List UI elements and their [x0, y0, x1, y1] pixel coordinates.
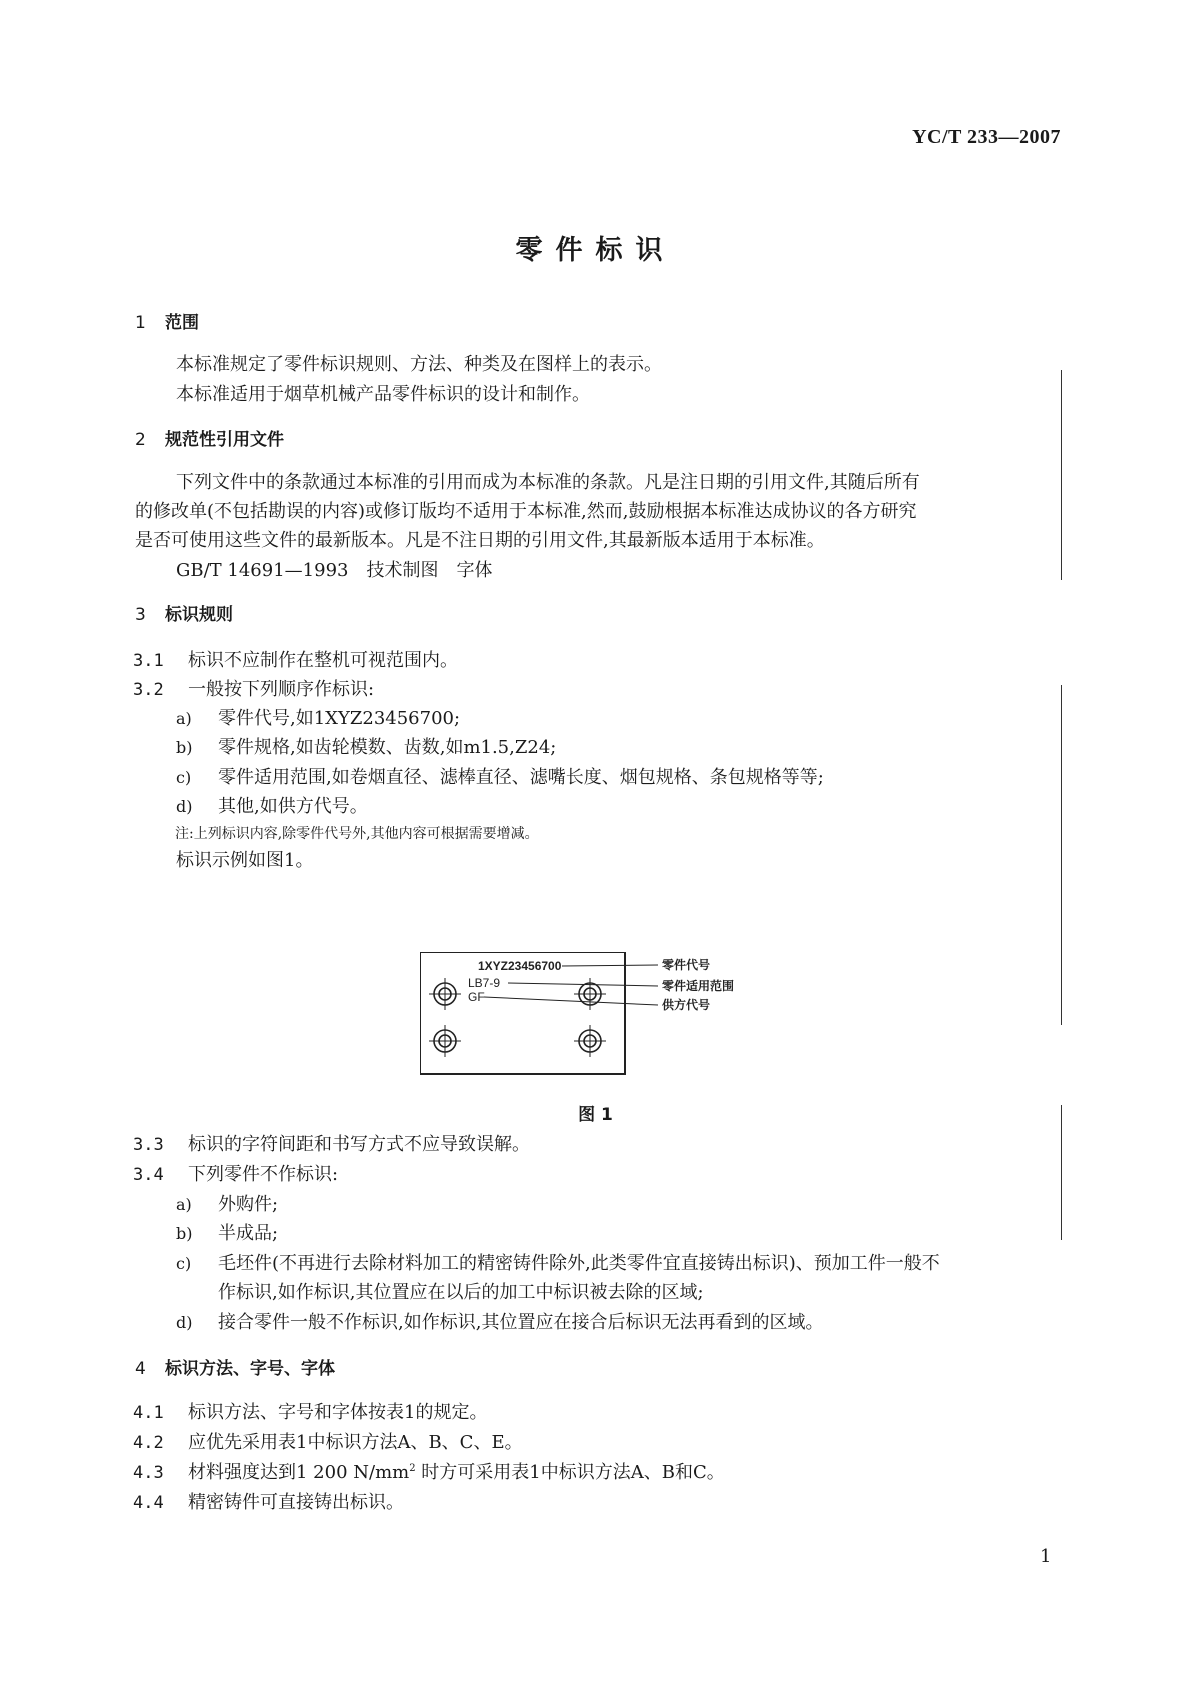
list-item	[176, 1219, 278, 1245]
clause-number: 4.4	[133, 1493, 164, 1513]
callout-label: 零件代号	[662, 958, 711, 972]
section-title: 标识规则	[165, 605, 233, 625]
section-title: 规范性引用文件	[165, 430, 284, 450]
list-item-continuation: 作标识,如作标识,其位置应在以后的加工中标识被去除的区域;	[218, 1282, 704, 1303]
clause-number: 4.2	[133, 1433, 164, 1453]
figure-caption: 图 1	[578, 1105, 613, 1125]
section-number: 2	[135, 430, 146, 450]
list-text: 其他,如供方代号。	[218, 796, 368, 817]
section-number: 3	[135, 605, 146, 625]
clause-text: 材料强度达到1 200 N/mm	[188, 1462, 410, 1483]
paragraph: 本标准规定了零件标识规则、方法、种类及在图样上的表示。	[176, 354, 662, 375]
page-title: 零件标识	[515, 235, 676, 266]
clause-number: 3.3	[133, 1135, 164, 1155]
clause	[133, 1130, 530, 1156]
section-heading	[135, 600, 233, 625]
list-text: 半成品;	[218, 1223, 279, 1244]
section-heading	[135, 1354, 335, 1379]
list-label: d)	[176, 797, 193, 816]
revision-bar	[1061, 685, 1062, 1025]
mounting-hole	[574, 978, 606, 1010]
section-heading	[135, 308, 199, 333]
list-label: b)	[176, 1224, 193, 1243]
clause	[133, 646, 458, 672]
clause-number: 4.3	[133, 1463, 164, 1483]
section-number: 1	[135, 313, 146, 333]
list-text: 零件代号,如1XYZ23456700;	[218, 708, 461, 729]
list-item	[176, 1190, 278, 1216]
clause-text: 标识不应制作在整机可视范围内。	[188, 650, 458, 671]
page-number: 1	[1040, 1546, 1052, 1567]
list-item	[176, 733, 556, 759]
paragraph-line: 的修改单(不包括勘误的内容)或修订版均不适用于本标准,然而,鼓励根据本标准达成协议的各方研究	[135, 501, 917, 522]
paragraph: 本标准适用于烟草机械产品零件标识的设计和制作。	[176, 384, 590, 405]
leader-line	[562, 965, 658, 966]
mounting-hole	[574, 1025, 606, 1057]
paragraph: 标识示例如图1。	[176, 850, 314, 871]
clause-text: 下列零件不作标识:	[188, 1164, 339, 1185]
clause-text: 时方可采用表1中标识方法A、B和C。	[415, 1462, 725, 1483]
referenced-document: GB/T 14691—1993 技术制图 字体	[176, 560, 493, 581]
callout-label: 供方代号	[662, 998, 711, 1012]
paragraph-line: 是否可使用这些文件的最新版本。凡是不注日期的引用文件,其最新版本适用于本标准。	[135, 530, 825, 551]
list-label: d)	[176, 1313, 193, 1332]
clause-number: 4.1	[133, 1403, 164, 1423]
list-item	[176, 792, 368, 818]
clause	[133, 675, 374, 701]
list-item	[176, 1249, 940, 1275]
clause-text: 应优先采用表1中标识方法A、B、C、E。	[188, 1432, 523, 1453]
clause-number: 3.1	[133, 651, 164, 671]
list-text: 零件适用范围,如卷烟直径、滤棒直径、滤嘴长度、烟包规格、条包规格等等;	[218, 767, 824, 788]
list-text: 接合零件一般不作标识,如作标识,其位置应在接合后标识无法再看到的区域。	[218, 1312, 824, 1333]
clause	[133, 1428, 523, 1454]
revision-bar	[1061, 1105, 1062, 1240]
list-text: 毛坯件(不再进行去除材料加工的精密铸件除外,此类零件宜直接铸出标识)、预加工件一般不	[218, 1253, 940, 1274]
clause-text: 标识方法、字号和字体按表1的规定。	[188, 1402, 488, 1423]
section-heading	[135, 425, 284, 450]
callout-label: 零件适用范围	[662, 979, 735, 993]
note: 注:上列标识内容,除零件代号外,其他内容可根据需要增减。	[175, 826, 539, 842]
list-item	[176, 763, 824, 789]
clause-text: 一般按下列顺序作标识:	[188, 679, 375, 700]
list-text: 零件规格,如齿轮模数、齿数,如m1.5,Z24;	[218, 737, 557, 758]
list-label: c)	[176, 768, 192, 787]
revision-bar	[1061, 370, 1062, 580]
plate-marking: GF	[468, 990, 485, 1004]
list-label: a)	[176, 1195, 192, 1214]
clause-text: 精密铸件可直接铸出标识。	[188, 1492, 404, 1513]
list-item	[176, 1308, 823, 1334]
mounting-hole	[429, 1025, 461, 1057]
paragraph-line: 下列文件中的条款通过本标准的引用而成为本标准的条款。凡是注日期的引用文件,其随后所有	[176, 472, 920, 493]
clause-text: 标识的字符间距和书写方式不应导致误解。	[188, 1134, 530, 1155]
leader-line	[484, 997, 658, 1005]
superscript: 2	[409, 1463, 416, 1474]
mounting-hole	[429, 978, 461, 1010]
plate-marking: LB7-9	[468, 976, 501, 990]
section-title: 标识方法、字号、字体	[165, 1359, 335, 1379]
list-label: c)	[176, 1254, 192, 1273]
section-number: 4	[135, 1359, 146, 1379]
clause-number: 3.4	[133, 1165, 164, 1185]
list-label: a)	[176, 709, 192, 728]
list-item	[176, 704, 460, 730]
standard-code: YC/T 233—2007	[912, 126, 1061, 148]
list-label: b)	[176, 738, 193, 757]
clause	[133, 1160, 338, 1186]
section-title: 范围	[165, 313, 199, 333]
clause	[133, 1458, 725, 1484]
clause	[133, 1398, 487, 1424]
list-text: 外购件;	[218, 1194, 279, 1215]
clause-number: 3.2	[133, 680, 164, 700]
figure-1	[420, 952, 820, 1087]
clause	[133, 1488, 404, 1514]
plate-marking: 1XYZ23456700	[478, 959, 562, 973]
